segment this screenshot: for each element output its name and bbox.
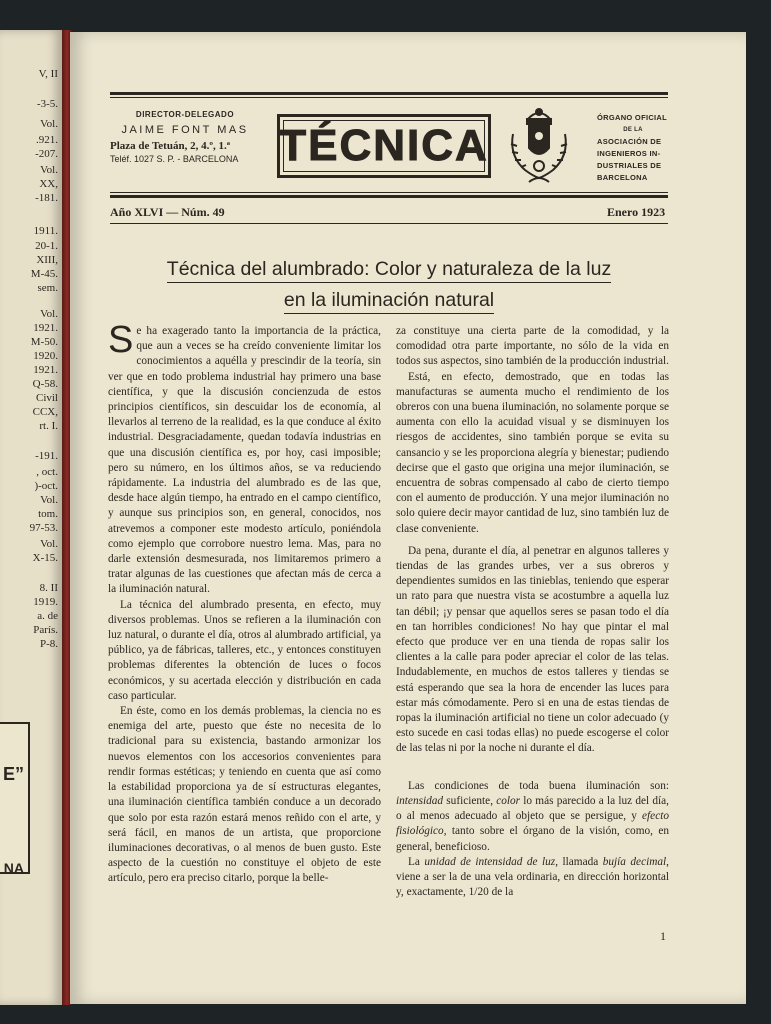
paragraph: Se ha exagerado tanto la importancia de la práctica, que aun a veces se ha creído conveniente limitar los conocimientos a aquélla y prescindir de la teoría, sin ver que en todo problema industrial hay primero una base científica, y que la discusión concienzuda de estos principios científicos, sin descuidar los de economía, al llevarlos al terreno de la realidad, es la que conduce al éxito industrial. Desgraciadamente, quedan todavía industrias en que una discusión científica es, por hoy, casi imposible; pero su número, en los últimos años, se va reduciendo rápidamente. La industria del alumbrado es de las que, desde hace algún tiempo, ha entrado en el campo científico, y aunque sus principios son, en general, conocidos, nos atrevemos a componer este modesto artículo, poniéndola como ejemplo que corrobore nuestro lema. Mas, para no darle extensión desmesurada, nos limitaremos primero a tratar algunas de las cuestiones que afectan más de cerca a la iluminación natural. xyxy=(108,319,381,596)
organ-line-5: DUSTRIALES DE xyxy=(597,161,662,170)
left-page-text-fragment: París. xyxy=(33,624,58,636)
left-box-quote: E” xyxy=(2,764,24,784)
left-box-text: NA xyxy=(3,860,24,876)
header-rule-bottom xyxy=(110,223,668,224)
issue-number: Año XLVI — Núm. 49 xyxy=(110,205,225,219)
paragraph: En éste, como en los demás problemas, la ciencia no es enemiga del arte, puesto que éste no necesita de lo tradicional para su existencia, bastando armonizar los nuevos elementos con los accesorios convenientes para rendir formas estéticas; y teniendo en cuenta que así como la estabilidad proporciona ya de sí estructuras elegantes, una iluminación científica también conduce a un decorado que solo por esta razón estará menos reñido con el arte, y será fácil, en manos de un artista, que proporcione iluminaciones decorativas, o al menos de buen gusto. Este aspecto de la cuestión no constituye el objeto de este artículo, pero era preciso citarlo, porque la belle- xyxy=(108,705,381,885)
organ-line-1: ÓRGANO OFICIAL xyxy=(597,113,668,122)
header-rule-top xyxy=(110,92,668,95)
left-page-text-fragment: Vol. xyxy=(40,494,58,506)
header-rule-mid-thin xyxy=(110,192,668,193)
left-page-text-fragment: Vol. xyxy=(40,308,58,320)
article-title-line-2: en la iluminación natural xyxy=(284,288,494,314)
left-page-text-fragment: V, II xyxy=(38,68,58,80)
header-rule-mid xyxy=(110,195,668,198)
left-page-text-fragment: 1921. xyxy=(33,322,58,334)
paragraph: za constituye una cierta parte de la comodidad, y la comodidad otra parte importante, no sólo de la vida en todos sus aspectos, sino también de la producción industrial. xyxy=(396,325,669,368)
issue-date: Enero 1923 xyxy=(607,205,666,219)
left-page-text-fragment: 1921. xyxy=(33,364,58,376)
crest-emblem-icon xyxy=(503,104,575,188)
masthead-right xyxy=(597,112,669,184)
director-name: JAIME FONT MAS xyxy=(121,124,249,136)
left-page-text-fragment: , oct. xyxy=(36,466,58,478)
left-page-text-fragment: a. de xyxy=(37,610,58,622)
article-title xyxy=(110,254,668,316)
left-page-text-fragment: -181. xyxy=(35,192,58,204)
left-page-text-fragment: M-50. xyxy=(30,336,58,348)
page-number: 1 xyxy=(660,929,666,943)
left-page-text-fragment: -191. xyxy=(35,450,58,462)
organ-line-2: DE LA xyxy=(623,127,643,133)
left-page-text-fragment: sem. xyxy=(37,282,58,294)
header-rule-top-thin xyxy=(110,97,668,98)
paragraph: Da pena, durante el día, al penetrar en algunos talleres y tiendas de las grandes urbes, ver a sus obreros y dependientes sumidos en las tinieblas, teniendo que esperar un rato para que nuestra vista se acostumbre a aquella luz tan débil; ¡y pensar que aquellos seres se pasan todo el día en tan horribles condiciones! No hay que pintar el mal efecto que produce ver en una tienda de ropas salir los clientes a la calle para poder apreciar el color de las telas. Indudablemente, en muchos de estos talleres y tiendas se está esperando que sea la hora de encender las luces para estar más cómodamente. Pero si en una de estas tiendas de ropas la iluminación artificial no tiene un color adecuado (y esto sucede en casi todas ellas) no puede escogerse el color de las telas ni por la noche ni durante el día. xyxy=(396,544,669,755)
paragraph: Está, en efecto, demostrado, que en todas las manufacturas se aumenta mucho el rendimiento de los obreros con una buena iluminación, no solamente porque se aumenta con ello la acuidad visual y se disminuyen los riesgos de accidentes, sino también porque se evita su cansancio y se les proporciona alegría y bienestar; pudiendo decirse que el gasto que origina una mejor iluminación, se encuentra de sobras compensado al cabo de cierto tiempo con el aumento de producción. Y una mejor iluminación no solo quiere decir mayor cantidad de luz, sino también luz de clase conveniente. xyxy=(396,370,669,535)
drop-cap: S xyxy=(108,319,134,361)
director-label: DIRECTOR-DELEGADO xyxy=(135,110,235,119)
magazine-page xyxy=(70,32,746,1004)
left-page-text-fragment: rt. I. xyxy=(39,420,58,432)
left-page-text-fragment: 97-53. xyxy=(29,522,58,534)
left-page-text-fragment: Vol. xyxy=(40,538,58,550)
masthead-logo xyxy=(277,114,491,178)
left-page-text-fragment: M-45. xyxy=(30,268,58,280)
left-page-text-fragment: 1919. xyxy=(33,596,58,608)
paragraph: Las condiciones de toda buena iluminación son: intensidad suficiente, color lo más parecido a la luz del día, o al menos adecuado al objeto que se persigue, y efecto fisiológico, tanto sobre el órgano de la visión, como, en general, beneficioso. xyxy=(396,779,669,853)
left-page-text-fragment: Q-58. xyxy=(32,378,58,390)
address: Plaza de Tetuán, 2, 4.º, 1.ª xyxy=(110,140,230,152)
article-column-1 xyxy=(108,319,381,887)
left-page-text-fragment: )-oct. xyxy=(34,480,58,492)
left-page-text-fragment: -207. xyxy=(35,148,58,160)
left-page-text-fragment: .921. xyxy=(36,134,58,146)
logo-text: TÉCNICA xyxy=(279,121,489,170)
left-page-text-fragment: X-15. xyxy=(32,552,58,564)
article-title-line-1: Técnica del alumbrado: Color y naturaleza de la luz xyxy=(167,257,611,283)
paragraph: La técnica del alumbrado presenta, en efecto, muy diversos problemas. Unos se refieren a la iluminación con luz natural, o durante el día, otros al alumbrado artificial, ya público, ya de fábricas, talleres, etc., y entonces constituyen problemas diferentes la obtención de luces o focos económicos, y su acertada elección y distribución en cada caso particular. xyxy=(108,598,381,702)
article-column-2 xyxy=(396,324,669,900)
masthead-left xyxy=(110,110,260,164)
left-page-box xyxy=(0,722,30,874)
left-page-text-fragment: tom. xyxy=(38,508,58,520)
left-page-text-fragment: P-8. xyxy=(39,638,58,650)
left-page-text-fragment: Vol. xyxy=(40,118,58,130)
left-page-text-fragment: 20-1. xyxy=(35,240,58,252)
left-page-text-fragment: XX, xyxy=(39,178,58,190)
left-page-text-fragment: XIII, xyxy=(36,254,58,266)
organ-line-3: ASOCIACIÓN DE xyxy=(597,137,662,146)
left-page-text-fragment: 1911. xyxy=(33,225,58,237)
left-page-text-fragment: 8. II xyxy=(39,582,58,594)
left-page-text-fragment: Civil xyxy=(35,392,58,404)
left-page-text-fragment: -3-5. xyxy=(36,98,58,110)
organ-line-6: BARCELONA xyxy=(597,173,648,182)
paragraph: La unidad de intensidad de luz, llamada bujía decimal, viene a ser la de una vela ordinaria, en dirección horizontal y, exactamente, 1/20 de la xyxy=(396,855,669,899)
organ-line-4: INGENIEROS IN- xyxy=(597,149,661,158)
left-page-text-fragment: 1920. xyxy=(33,350,58,362)
left-page-text-fragment: Vol. xyxy=(40,164,58,176)
left-page-text-fragment: CCX, xyxy=(32,406,58,418)
phone: Teléf. 1027 S. P. - BARCELONA xyxy=(110,154,239,164)
